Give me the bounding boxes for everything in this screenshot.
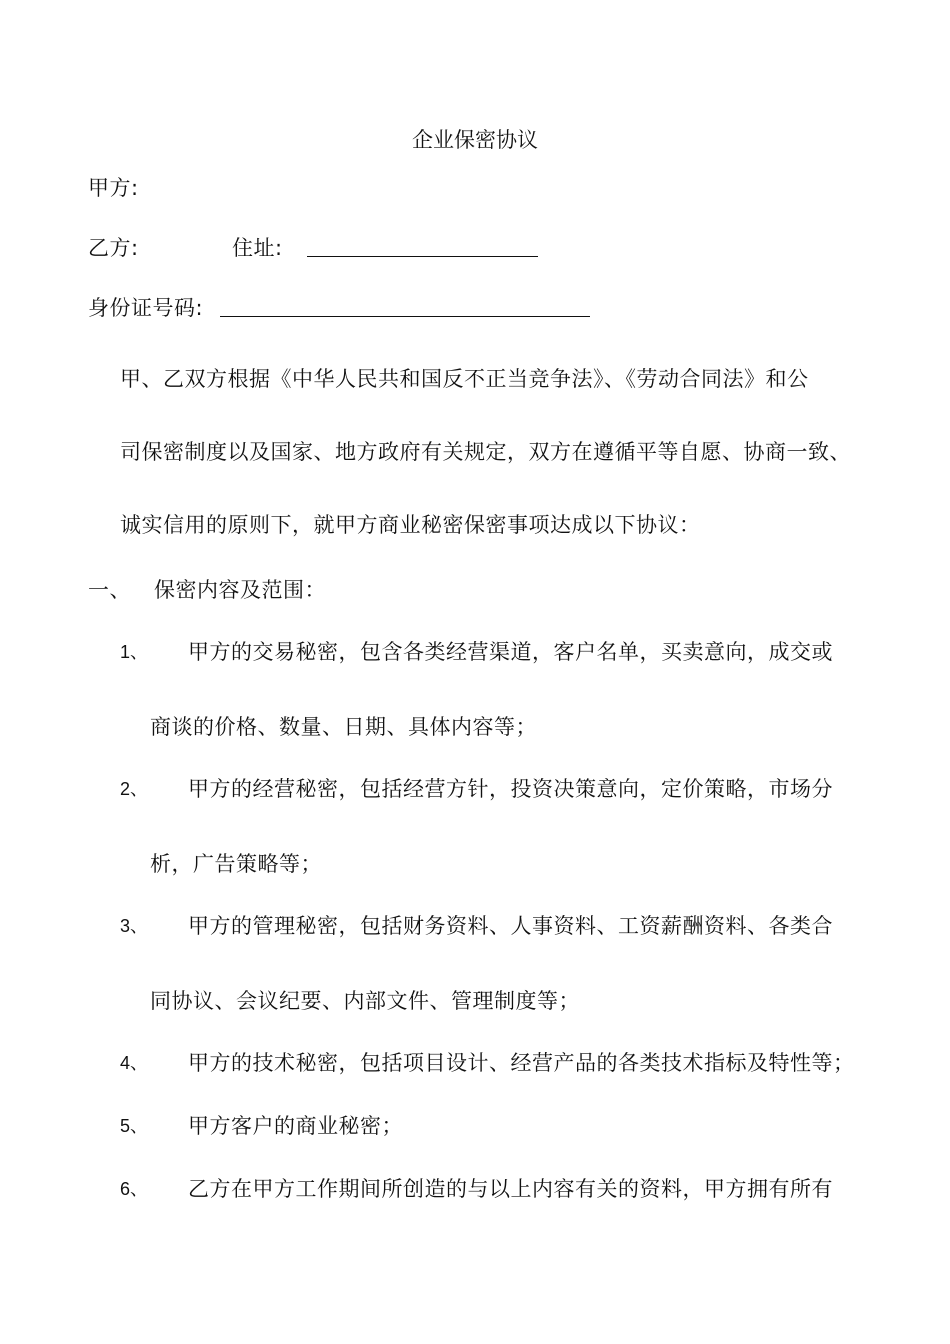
item-1-line-2: 商谈的价格、数量、日期、具体内容等； [150,715,537,739]
item-3-number: 3、 [120,916,149,936]
section-1-number: 一、 [88,578,131,602]
intro-line-3: 诚实信用的原则下，就甲方商业秘密保密事项达成以下协议： [120,513,701,537]
item-4-number: 4、 [120,1053,149,1073]
item-3-line-1: 甲方的管理秘密，包括财务资料、人事资料、工资薪酬资料、各类合 [188,914,833,938]
id-number-blank[interactable] [220,316,590,317]
section-1-heading: 保密内容及范围： [154,578,326,602]
party-a-label: 甲方: [88,176,139,200]
item-4-line-1: 甲方的技术秘密，包括项目设计、经营产品的各类技术指标及特性等； [188,1051,855,1075]
address-blank[interactable] [307,256,538,257]
item-3-line-2: 同协议、会议纪要、内部文件、管理制度等； [150,989,580,1013]
intro-line-1: 甲、乙双方根据《中华人民共和国反不正当竞争法》、《劳动合同法》和公 [120,367,809,391]
item-2-line-1: 甲方的经营秘密，包括经营方针，投资决策意向，定价策略，市场分 [188,777,833,801]
item-2-line-2: 析，广告策略等； [150,852,322,876]
intro-line-2: 司保密制度以及国家、地方政府有关规定，双方在遵循平等自愿、协商一致、 [120,440,851,464]
item-2-number: 2、 [120,779,149,799]
item-6-line-1: 乙方在甲方工作期间所创造的与以上内容有关的资料，甲方拥有所有 [188,1177,833,1201]
document-title: 企业保密协议 [412,128,538,152]
item-1-number: 1、 [120,642,149,662]
item-6-number: 6、 [120,1179,149,1199]
item-1-line-1: 甲方的交易秘密，包含各类经营渠道，客户名单，买卖意向，成交或 [188,640,833,664]
address-label: 住址: [232,236,283,260]
id-number-label: 身份证号码: [88,296,204,320]
item-5-number: 5、 [120,1116,149,1136]
item-5-line-1: 甲方客户的商业秘密； [188,1114,403,1138]
party-b-label: 乙方: [88,236,139,260]
